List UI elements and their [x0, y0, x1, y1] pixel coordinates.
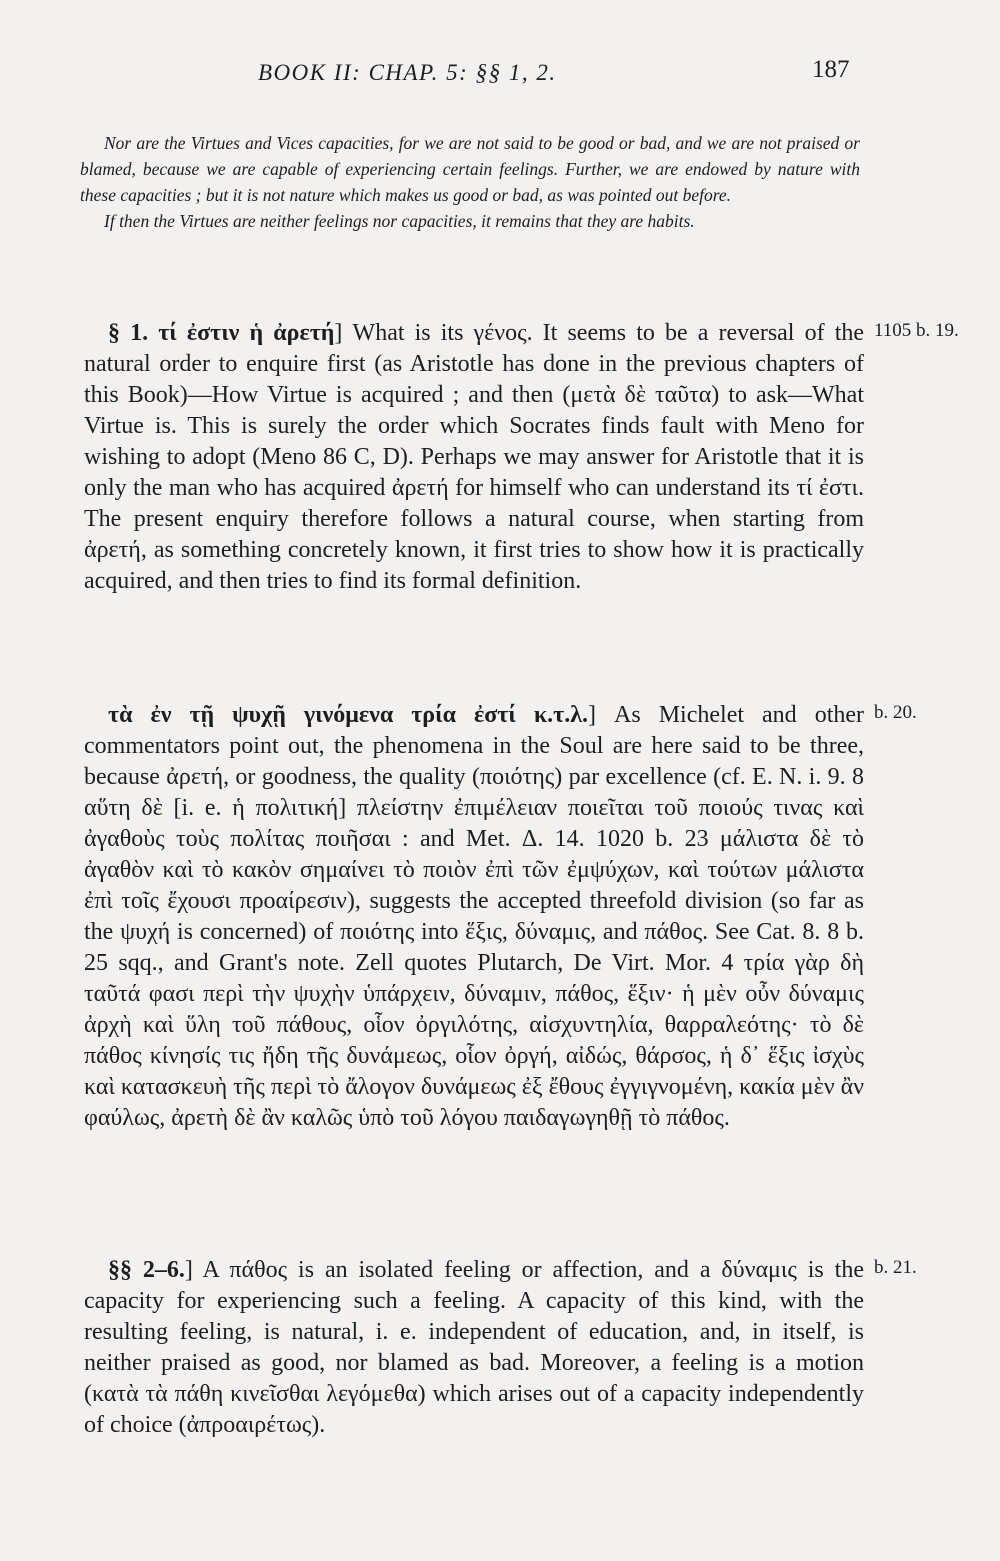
chapter-summary — [80, 130, 860, 234]
margin-reference: 1105 b. 19. — [874, 320, 959, 341]
commentary-note — [84, 1255, 917, 1441]
page-number: 187 — [812, 56, 850, 83]
running-head: BOOK II: CHAP. 5: §§ 1, 2. — [258, 60, 557, 85]
commentary-note — [84, 700, 917, 1255]
summary-paragraph-2: If then the Virtues are neither feelings nor capacities, it remains that they are habits. — [104, 211, 695, 231]
note-lemma: § 1. τί ἐστιν ἡ ἀρετή — [108, 320, 335, 346]
note-body: As Michelet and other commentators point out, the phenomena in the Soul are here said to be three, because ἀρετή, or goodness, the quality (ποιότης) par excellence (cf. E. N. i. 9. 8 αὕτη δὲ [i. e. ἡ πολιτική] πλείστην ἐπιμέλειαν ποιεῖται τοῦ ποιούς τινας καὶ ἀγαθοὺς τοὺς πολίτας ποιῆσαι : and Met. Δ. 14. 1020 b. 23 μάλιστα δὲ τὸ ἀγαθὸν καὶ τὸ κακὸν σημαίνει τὸ ποιὸν ἐπὶ τῶν ἐμψύχων, καὶ τούτων μάλιστα ἐπὶ τοῖς ἔχουσι προαίρεσιν), suggests the accepted threefold division (so far as the ψυχή is concerned) of ποιότης into ἕξις, δύναμις, and πάθος. See Cat. 8. 8 b. 25 sqq., and Grant's note. Zell quotes Plutarch, De Virt. Mor. 4 τρία γὰρ δὴ ταῦτά φασι περὶ τὴν ψυχὴν ὑπάρχειν, δύναμιν, πάθος, ἕξιν· ἡ μὲν οὖν δύναμις ἀρχὴ καὶ ὕλη τοῦ πάθους, οἷον ὀργιλότης, αἰσχυντηλία, θαρραλεότης· τὸ δὲ πάθος κίνησίς τις ἤδη τῆς δυνάμεως, οἷον ὀργή, αἰδώς, θάρσος, ἡ δ᾽ ἕξις ἰσχὺς καὶ κατασκευὴ τῆς περὶ τὸ ἄλογον δυνάμεως ἐξ ἔθους ἐγγιγνομένη, κακία μὲν ἂν φαύλως, ἀρετὴ δὲ ἂν καλῶς ὑπὸ τοῦ λόγου παιδαγωγηθῇ τὸ πάθος. — [84, 702, 865, 1131]
note-body: A πάθος is an isolated feeling or affection, and a δύναμις is the capacity for experiencing such a feeling. A capacity of this kind, with the resulting feeling, is natural, i. e. independent of education, and, in itself, is neither praised as good, nor blamed as bad. Moreover, a feeling is a motion (κατὰ τὰ πάθη κινεῖσθαι λεγόμεθα) which arises out of a capacity independently of choice (ἀπροαιρέτως). — [84, 1257, 864, 1438]
page-header — [0, 56, 1000, 100]
lemma-bracket: ] — [334, 320, 343, 346]
commentary-notes — [84, 318, 959, 1441]
margin-reference: b. 20. — [874, 702, 917, 723]
summary-paragraph-1: Nor are the Virtues and Vices capacities, for we are not said to be good or bad, and we are not praised or blamed, because we are capable of experiencing certain feelings. Further, we are endowed by nature with these capacities ; but it is not nature which makes us good or bad, as was pointed out before. — [80, 133, 860, 205]
note-lemma: τὰ ἐν τῇ ψυχῇ γινόμενα τρία ἐστί κ.τ.λ. — [108, 702, 589, 728]
lemma-bracket: ] — [588, 702, 597, 728]
margin-reference: b. 21. — [874, 1257, 917, 1278]
note-body: What is its γένος. It seems to be a reversal of the natural order to enquire first (as Aristotle has done in the previous chapters of this Book)—How Virtue is acquired ; and then (μετὰ δὲ ταῦτα) to ask—What Virtue is. This is surely the order which Socrates finds fault with Meno for wishing to adopt (Meno 86 C, D). Perhaps we may answer for Aristotle that it is only the man who has acquired ἀρετή for himself who can understand its τί ἐστι. The present enquiry therefore follows a natural course, when starting from ἀρετή, as something concretely known, it first tries to show how it is practically acquired, and then tries to find its formal definition. — [84, 320, 865, 594]
note-lemma: §§ 2–6. — [108, 1257, 185, 1283]
lemma-bracket: ] — [184, 1257, 193, 1283]
commentary-note — [84, 318, 959, 700]
